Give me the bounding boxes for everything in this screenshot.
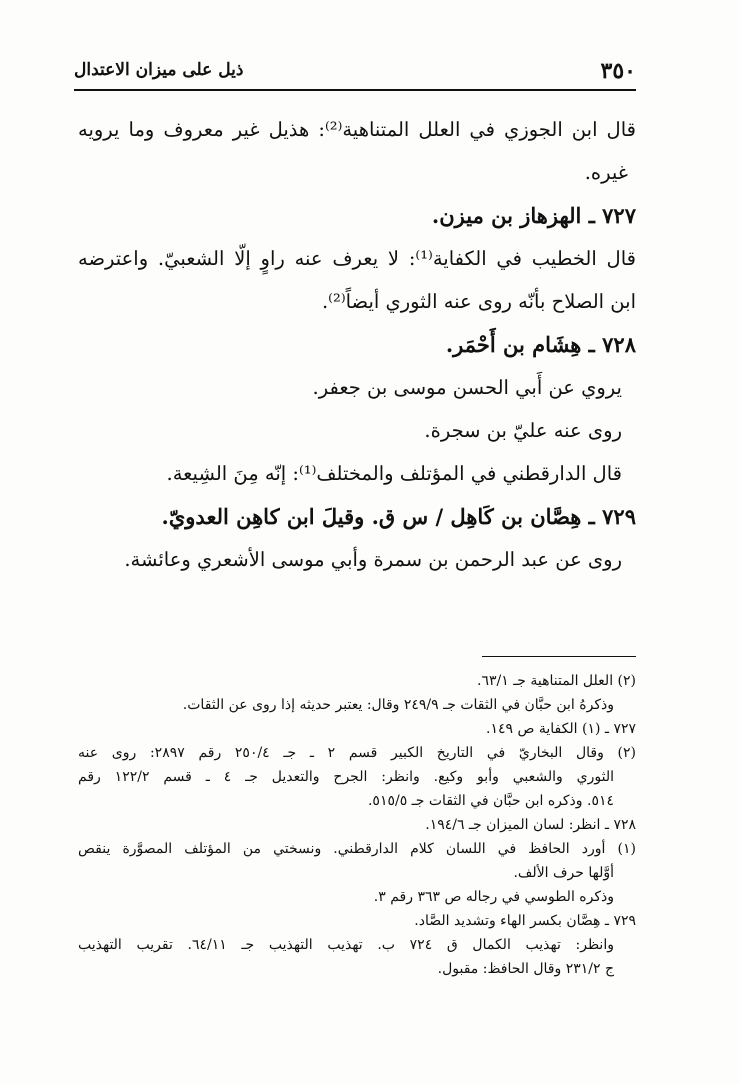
text-line: غيره.	[584, 161, 628, 184]
footnote-line: ٧٢٩ ـ هِصَّان بكسر الهاء وتشديد الصَّاد.	[414, 913, 636, 929]
text-line: روى عنه عليّ بن سجرة.	[424, 419, 622, 442]
footnote-line: ج ٢٣١/٢ وقال الحافظ: مقبول.	[437, 961, 614, 977]
entry-heading-729: ٧٢٩ ـ هِصَّان بن كَاهِل / س ق. وقيلَ ابن كاهِن العدويّ.	[161, 504, 636, 529]
running-header	[74, 56, 636, 86]
text-line: قال الدارقطني في المؤتلف والمختلف⁽¹⁾: إنّه مِنَ الشِيعة.	[166, 462, 622, 485]
footnote-line: أوَّلها حرف الألف.	[513, 865, 614, 881]
footnote-line: (١) أورد الحافظ في اللسان كلام الدارقطني. ونسختي من المؤتلف المصوَّرة ينقص	[78, 841, 636, 857]
footnote-rule	[482, 656, 636, 657]
text-line: يروي عن أَبي الحسن موسى بن جعفر.	[312, 376, 622, 399]
footnote-line: ٧٢٨ ـ انظر: لسان الميزان جـ ١٩٤/٦.	[425, 817, 636, 833]
footnotes	[78, 669, 636, 981]
footnote-line: (٢) العلل المتناهية جـ ٦٣/١.	[477, 673, 636, 689]
footnote-line: وانظر: تهذيب الكمال ق ٧٢٤ ب. تهذيب التهذيب جـ ٦٤/١١. تقريب التهذيب	[78, 937, 614, 953]
main-text	[78, 108, 636, 581]
text-line: قال الخطيب في الكفاية⁽¹⁾: لا يعرف عنه راوٍ إلّا الشعبيّ. واعترضه	[78, 247, 636, 270]
entry-heading-727: ٧٢٧ ـ الهزهاز بن ميزن.	[431, 203, 636, 228]
footnote-line: (٢) وقال البخاريّ في التاريخ الكبير قسم ٢ ـ جـ ٢٥٠/٤ رقم ٢٨٩٧: روى عنه	[78, 745, 636, 761]
header-rule	[74, 89, 636, 91]
text-line: روى عن عبد الرحمن بن سمرة وأبي موسى الأشعري وعائشة.	[124, 548, 622, 571]
text-line: قال ابن الجوزي في العلل المتناهية⁽²⁾: هذيل غير معروف وما يرويه	[78, 118, 636, 141]
footnote-line: وذكرهُ ابن حبَّان في الثقات جـ ٢٤٩/٩ وقال: يعتبر حديثه إذا روى عن الثقات.	[182, 697, 614, 713]
page-number: ٣٥٠	[600, 58, 636, 84]
text-line: ابن الصلاح بأنّه روى عنه الثوري أيضاً⁽²⁾.	[321, 290, 636, 313]
entry-heading-728: ٧٢٨ ـ هِشَام بن أَحْمَر.	[445, 332, 636, 357]
footnote-line: الثوري والشعبي وأبو وكيع. وانظر: الجرح والتعديل جـ ٤ ـ قسم ١٢٢/٢ رقم	[78, 769, 614, 785]
running-title: ذيل على ميزان الاعتدال	[74, 60, 244, 80]
footnote-line: وذكره الطوسي في رجاله ص ٣٦٣ رقم ٣.	[373, 889, 614, 905]
footnote-line: ٧٢٧ ـ (١) الكفاية ص ١٤٩.	[486, 721, 636, 737]
footnote-line: ٥١٤. وذكره ابن حبَّان في الثقات جـ ٥١٥/٥.	[367, 793, 614, 809]
